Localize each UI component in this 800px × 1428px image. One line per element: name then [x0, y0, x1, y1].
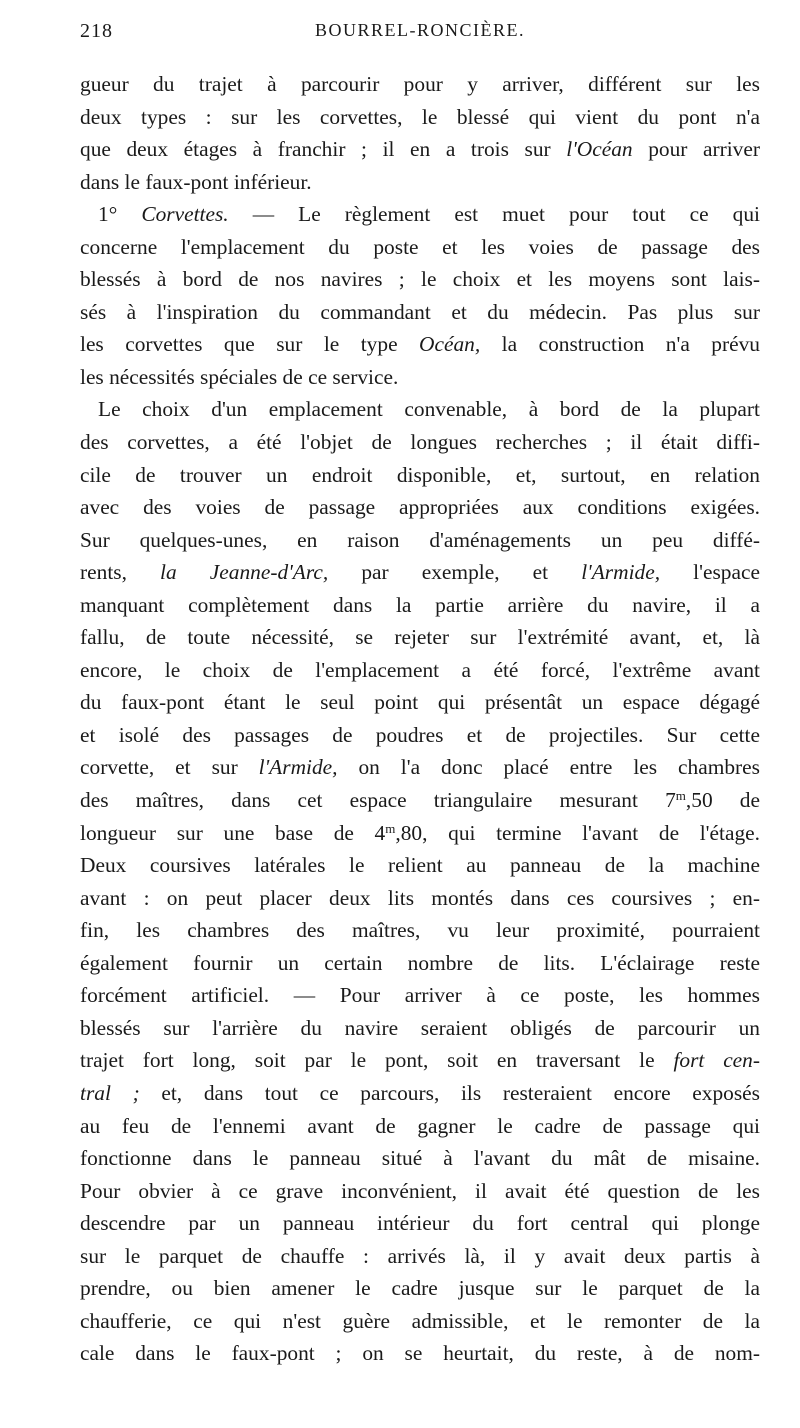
line-text: encore, le choix de l'emplacement a été forcé, l'extrême avant — [80, 657, 760, 682]
line-text: ,80, qui termine l'avant de l'étage. — [395, 820, 760, 845]
text-line — [80, 979, 760, 1012]
text-line — [80, 296, 760, 329]
text-line — [80, 654, 760, 687]
line-text: cile de trouver un endroit disponible, et, surtout, en relation — [80, 462, 760, 487]
text-line — [80, 1077, 760, 1110]
line-text: longueur sur une base de 4 — [80, 820, 386, 845]
italic-text: Océan, — [419, 332, 481, 357]
line-text: Le choix d'un emplacement convenable, à bord de la plupart — [98, 397, 760, 422]
text-line — [80, 556, 760, 589]
line-text: du faux-pont étant le seul point qui présentât un espace dégagé — [80, 690, 760, 715]
text-line — [80, 1337, 760, 1370]
line-text: par exemple, et — [328, 560, 582, 585]
text-line — [80, 1044, 760, 1077]
text-line — [80, 198, 760, 231]
text-line — [80, 491, 760, 524]
line-text: pour arriver — [632, 137, 760, 162]
text-line — [80, 361, 760, 394]
line-text: sur le parquet de chauffe : arrivés là, il y avait deux partis à — [80, 1243, 760, 1268]
line-text: blessés à bord de nos navires ; le choix et les moyens sont lais- — [80, 267, 760, 292]
line-text: corvette, et sur — [80, 755, 259, 780]
line-text: Sur quelques-unes, en raison d'aménagements un peu diffé- — [80, 527, 760, 552]
text-line — [80, 524, 760, 557]
line-text: Pour obvier à ce grave inconvénient, il avait été question de les — [80, 1178, 760, 1203]
line-text: manquant complètement dans la partie arrière du navire, il a — [80, 592, 760, 617]
text-line — [80, 1240, 760, 1273]
line-text: concerne l'emplacement du poste et les voies de passage des — [80, 234, 760, 259]
text-line — [80, 1175, 760, 1208]
text-line — [80, 849, 760, 882]
line-text: fin, les chambres des maîtres, vu leur proximité, pourraient — [80, 918, 760, 943]
line-text: blessés sur l'arrière du navire seraient obligés de parcourir un — [80, 1015, 760, 1040]
line-text: on l'a donc placé entre les chambres — [337, 755, 760, 780]
text-line — [80, 1272, 760, 1305]
superscript: m — [675, 788, 686, 804]
text-line — [80, 1142, 760, 1175]
line-text: également fournir un certain nombre de lits. L'éclairage reste — [80, 950, 760, 975]
line-text: trajet fort long, soit par le pont, soit en traversant le — [80, 1048, 674, 1073]
text-line — [80, 426, 760, 459]
line-text: descendre par un panneau intérieur du fort central qui plonge — [80, 1211, 760, 1236]
text-line — [80, 621, 760, 654]
text-line — [80, 686, 760, 719]
text-line — [80, 589, 760, 622]
line-text: prendre, ou bien amener le cadre jusque sur le parquet de la — [80, 1276, 760, 1301]
line-text: chaufferie, ce qui n'est guère admissible, et le remonter de la — [80, 1308, 760, 1333]
line-text: — Le règlement est muet pour tout ce qui — [228, 202, 760, 227]
italic-text: fort cen- — [673, 1048, 760, 1073]
text-line — [80, 817, 760, 850]
italic-text: l'Armide, — [258, 755, 338, 780]
text-line — [80, 1012, 760, 1045]
line-text: l'espace — [660, 560, 760, 585]
text-line — [80, 133, 760, 166]
italic-text: tral ; — [80, 1080, 140, 1105]
line-text: et isolé des passages de poudres et de projectiles. Sur cette — [80, 722, 760, 747]
line-text: ,50 de — [685, 788, 760, 813]
text-line — [80, 101, 760, 134]
line-text: deux types : sur les corvettes, le blessé qui vient du pont n'a — [80, 104, 760, 129]
line-text: que deux étages à franchir ; il en a trois sur — [80, 137, 567, 162]
italic-text: Corvettes. — [141, 202, 229, 227]
text-line — [80, 784, 760, 817]
line-text: et, dans tout ce parcours, ils resteraient encore exposés — [139, 1080, 760, 1105]
italic-text: l'Armide, — [581, 560, 661, 585]
line-text: sés à l'inspiration du commandant et du médecin. Pas plus sur — [80, 299, 760, 324]
text-line — [80, 68, 760, 101]
running-head: BOURREL-RONCIÈRE. — [315, 20, 525, 40]
line-text: les nécessités spéciales de ce service. — [80, 364, 399, 389]
text-line — [80, 1207, 760, 1240]
line-text: Deux coursives latérales le relient au panneau de la machine — [80, 853, 760, 878]
page-header — [80, 20, 760, 60]
text-line — [80, 166, 760, 199]
italic-text: la Jeanne-d'Arc, — [160, 560, 329, 585]
line-text: fallu, de toute nécessité, se rejeter sur l'extrémité avant, et, là — [80, 625, 760, 650]
text-line — [80, 914, 760, 947]
text-line — [80, 882, 760, 915]
line-text: fonctionne dans le panneau situé à l'avant du mât de misaine. — [80, 1146, 760, 1171]
text-line — [80, 231, 760, 264]
line-text: forcément artificiel. — Pour arriver à ce poste, les hommes — [80, 983, 760, 1008]
line-text: des maîtres, dans cet espace triangulaire mesurant 7 — [80, 788, 676, 813]
text-line — [80, 393, 760, 426]
text-line — [80, 263, 760, 296]
italic-text: l'Océan — [566, 137, 633, 162]
line-text: dans le faux-pont inférieur. — [80, 169, 312, 194]
text-line — [80, 751, 760, 784]
line-text: avec des voies de passage appropriées aux conditions exigées. — [80, 495, 760, 520]
text-line — [80, 328, 760, 361]
line-text: au feu de l'ennemi avant de gagner le cadre de passage qui — [80, 1113, 760, 1138]
line-text: 1° — [98, 202, 142, 227]
line-text: cale dans le faux-pont ; on se heurtait, du reste, à de nom- — [80, 1341, 760, 1366]
line-text: des corvettes, a été l'objet de longues recherches ; il était diffi- — [80, 430, 760, 455]
text-line — [80, 719, 760, 752]
line-text: la construction n'a prévu — [480, 332, 760, 357]
text-line — [80, 1110, 760, 1143]
text-line — [80, 947, 760, 980]
superscript: m — [385, 820, 396, 836]
body-text — [80, 68, 760, 1370]
page-number: 218 — [80, 20, 113, 42]
line-text: les corvettes que sur le type — [80, 332, 420, 357]
line-text: avant : on peut placer deux lits montés dans ces coursives ; en- — [80, 885, 760, 910]
text-line — [80, 1305, 760, 1338]
line-text: gueur du trajet à parcourir pour y arriver, différent sur les — [80, 72, 760, 96]
text-line — [80, 459, 760, 492]
line-text: rents, — [80, 560, 161, 585]
